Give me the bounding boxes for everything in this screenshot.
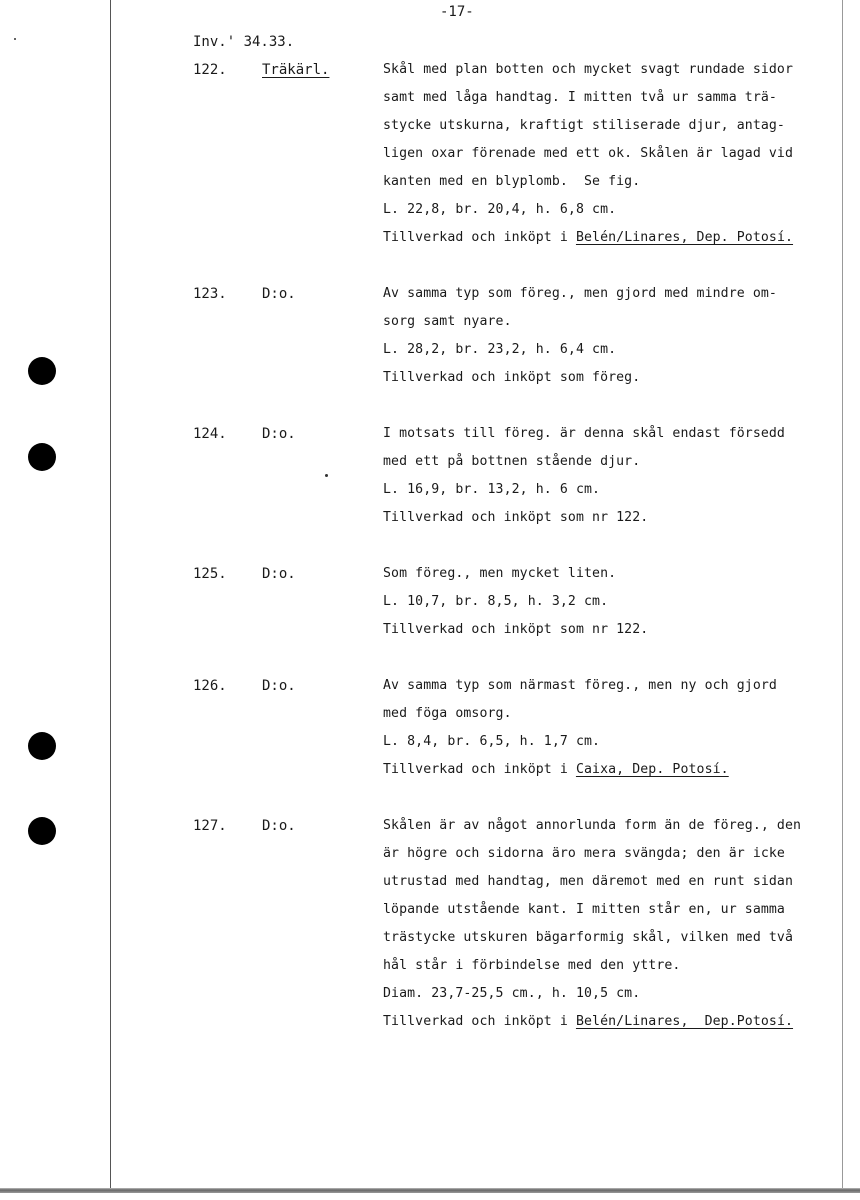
origin-line (383, 762, 729, 777)
object-type: D:o. (262, 566, 296, 582)
entry-text-line: kanten med en blyplomb. Se fig. (383, 174, 641, 189)
entry-number: 125. (193, 566, 227, 582)
entry-text-line: är högre och sidorna äro mera svängda; den är icke (383, 846, 785, 861)
measurements: L. 8,4, br. 6,5, h. 1,7 cm. (383, 734, 601, 749)
object-type: D:o. (262, 426, 296, 442)
entry-text-line: hål står i förbindelse med den yttre. (383, 958, 681, 973)
measurements: L. 28,2, br. 23,2, h. 6,4 cm. (383, 342, 617, 357)
punch-hole (28, 443, 56, 471)
origin-line: Tillverkad och inköpt som nr 122. (383, 622, 649, 637)
entry-text-line: utrustad med handtag, men däremot med en runt sidan (383, 874, 794, 889)
entry-text-line: samt med låga handtag. I mitten två ur samma trä- (383, 90, 777, 105)
measurements: Diam. 23,7-25,5 cm., h. 10,5 cm. (383, 986, 641, 1001)
measurements: L. 16,9, br. 13,2, h. 6 cm. (383, 482, 601, 497)
entry-number: 124. (193, 426, 227, 442)
entry-number: 127. (193, 818, 227, 834)
origin-place: Belén/Linares, Dep.Potosí. (575, 1014, 794, 1029)
origin-place: Belén/Linares, Dep. Potosí. (575, 230, 794, 245)
entry-text-line: trästycke utskuren bägarformig skål, vilken med två (383, 930, 794, 945)
entry-number: 122. (193, 62, 227, 78)
entry-text-line: ligen oxar förenade med ett ok. Skålen är lagad vid (383, 146, 794, 161)
object-type: D:o. (262, 818, 296, 834)
object-type: D:o. (262, 678, 296, 694)
entry-number: 126. (193, 678, 227, 694)
object-type: Träkärl. (262, 62, 330, 78)
entry-text-line: Skålen är av något annorlunda form än de föreg., den (383, 818, 802, 833)
punch-hole (28, 817, 56, 845)
entry-text-line: stycke utskurna, kraftigt stiliserade djur, antag- (383, 118, 785, 133)
punch-hole (28, 732, 56, 760)
ink-speck (325, 474, 328, 477)
measurements: L. 10,7, br. 8,5, h. 3,2 cm. (383, 594, 609, 609)
origin-line: Tillverkad och inköpt som nr 122. (383, 510, 649, 525)
entry-text-line: löpande utstående kant. I mitten står en, ur samma (383, 902, 785, 917)
entry-text-line: I motsats till föreg. är denna skål endast försedd (383, 426, 785, 441)
page-edge (842, 0, 843, 1192)
page-number: -17- (440, 4, 474, 20)
entry-text-line: Av samma typ som föreg., men gjord med mindre om- (383, 286, 777, 301)
origin-line (383, 1014, 793, 1029)
entry-text-line: Av samma typ som närmast föreg., men ny och gjord (383, 678, 777, 693)
inventory-number: Inv.' 34.33. (193, 34, 295, 50)
origin-prefix: Tillverkad och inköpt i (383, 1014, 576, 1029)
origin-line (383, 230, 793, 245)
entry-text-line: Skål med plan botten och mycket svagt rundade sidor (383, 62, 794, 77)
entry-text-line: med ett på bottnen stående djur. (383, 454, 641, 469)
bottom-edge (0, 1188, 860, 1193)
entry-text-line: med föga omsorg. (383, 706, 512, 721)
origin-place: Caixa, Dep. Potosí. (575, 762, 729, 777)
ink-speck (14, 38, 16, 40)
entry-text-line: sorg samt nyare. (383, 314, 512, 329)
origin-prefix: Tillverkad och inköpt i (383, 762, 576, 777)
entry-number: 123. (193, 286, 227, 302)
punch-hole (28, 357, 56, 385)
entry-text-line: Som föreg., men mycket liten. (383, 566, 617, 581)
origin-prefix: Tillverkad och inköpt i (383, 230, 576, 245)
origin-line: Tillverkad och inköpt som föreg. (383, 370, 641, 385)
object-type: D:o. (262, 286, 296, 302)
margin-rule (110, 0, 111, 1192)
measurements: L. 22,8, br. 20,4, h. 6,8 cm. (383, 202, 617, 217)
